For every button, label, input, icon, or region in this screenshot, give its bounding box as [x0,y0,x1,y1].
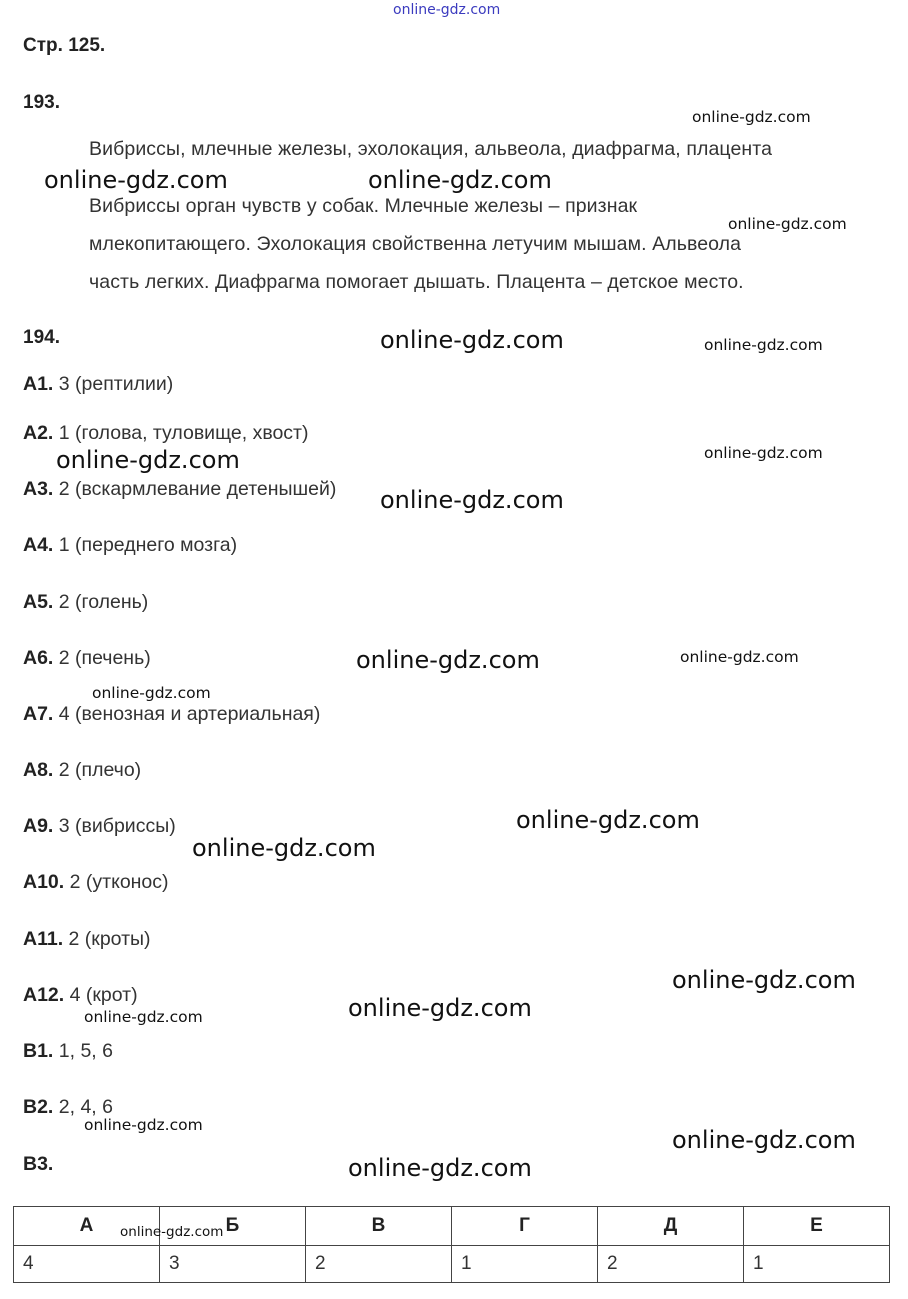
table-cell: 2 [306,1246,452,1283]
watermark: online-gdz.com [56,446,240,474]
table-header-cell: Е [744,1207,890,1246]
task-193-line-3: часть легких. Диафрагма помогает дышать. Плацента – детское место. [89,271,744,293]
table-header-cell: Г [452,1207,598,1246]
answer-a11: А11. 2 (кроты) [23,928,151,950]
table-cell: 4 [14,1246,160,1283]
watermark: online-gdz.com [672,966,856,994]
watermark-top: online-gdz.com [393,2,501,18]
table-row [14,1246,890,1283]
table-cell: 1 [452,1246,598,1283]
watermark: online-gdz.com [44,166,228,194]
task-194-number: 194. [23,327,60,348]
watermark: online-gdz.com [680,648,799,666]
answer-a7: А7. 4 (венозная и артериальная) [23,703,321,725]
answer-a10: А10. 2 (утконос) [23,871,169,893]
answer-a4: А4. 1 (переднего мозга) [23,534,238,556]
table-cell: 1 [744,1246,890,1283]
watermark: online-gdz.com [704,444,823,462]
watermark: online-gdz.com [348,994,532,1022]
watermark: online-gdz.com [356,646,540,674]
watermark: online-gdz.com [704,336,823,354]
watermark: online-gdz.com [516,806,700,834]
task-193-terms: Вибриссы, млечные железы, эхолокация, альвеола, диафрагма, плацента [89,138,773,160]
watermark: online-gdz.com [728,215,847,233]
answer-a5: А5. 2 (голень) [23,591,149,613]
watermark: online-gdz.com [348,1154,532,1182]
task-193-line-1: Вибриссы орган чувств у собак. Млечные железы – признак [89,195,638,217]
watermark: online-gdz.com [380,486,564,514]
answer-a2: А2. 1 (голова, туловище, хвост) [23,422,309,444]
watermark: online-gdz.com [380,326,564,354]
table-header-cell: Б [160,1207,306,1246]
answer-b2: В2. 2, 4, 6 [23,1096,113,1118]
watermark: online-gdz.com [692,108,811,126]
answer-b3: В3. [23,1153,54,1175]
answer-a9: А9. 3 (вибриссы) [23,815,176,837]
answer-a3: А3. 2 (вскармлевание детенышей) [23,478,337,500]
task-193-number: 193. [23,92,60,113]
table-cell: 2 [598,1246,744,1283]
answer-a8: А8. 2 (плечо) [23,759,142,781]
watermark: online-gdz.com [120,1224,224,1240]
table-header-cell: Д [598,1207,744,1246]
table-header-cell: В [306,1207,452,1246]
table-cell: 3 [160,1246,306,1283]
answer-b1: В1. 1, 5, 6 [23,1040,113,1062]
answer-a1: А1. 3 (рептилии) [23,373,174,395]
answer-a12: А12. 4 (крот) [23,984,138,1006]
table-header-cell: А [14,1207,160,1246]
watermark: online-gdz.com [672,1126,856,1154]
answer-a6: А6. 2 (печень) [23,647,151,669]
page-header: Стр. 125. [23,35,106,56]
watermark: online-gdz.com [192,834,376,862]
watermark: online-gdz.com [84,1116,203,1134]
watermark: online-gdz.com [368,166,552,194]
watermark: online-gdz.com [92,684,211,702]
watermark: online-gdz.com [84,1008,203,1026]
answer-table [13,1206,890,1283]
task-193-line-2: млекопитающего. Эхолокация свойственна летучим мышам. Альвеола [89,233,742,255]
